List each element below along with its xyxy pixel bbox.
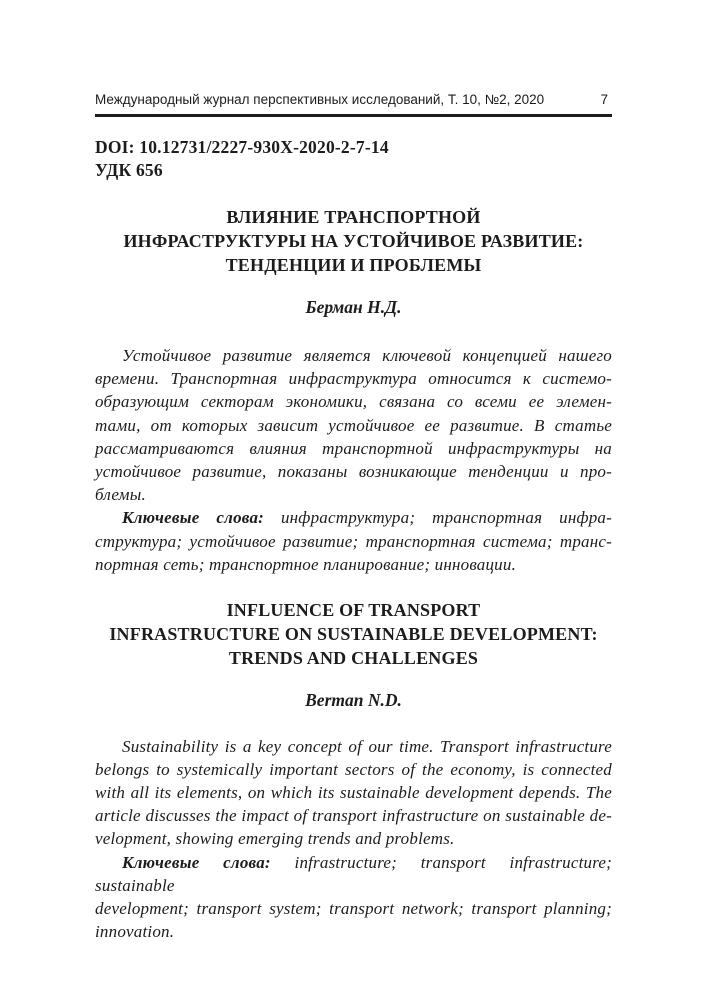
page-number: 7 bbox=[600, 92, 608, 107]
article-title-en bbox=[95, 598, 612, 670]
abstract-ru bbox=[95, 344, 612, 506]
header-rule bbox=[95, 114, 612, 117]
udk: УДК 656 bbox=[95, 160, 163, 180]
text-line: velopment, showing emerging trends and problems. bbox=[95, 829, 455, 849]
text-line: портная сеть; транспортное планирование; инновации. bbox=[95, 554, 517, 574]
text-line: Sustainability is a key concept of our time. Transport infrastructure bbox=[122, 736, 612, 756]
keywords-en-first-line bbox=[95, 851, 612, 897]
text-line: блемы. bbox=[95, 485, 146, 505]
author-en: Berman N.D. bbox=[305, 690, 402, 711]
text-line: рассматриваются влияния транспортной инфраструктуры на bbox=[95, 438, 612, 458]
keywords-ru-first-line bbox=[95, 506, 612, 529]
text-line: устойчивое развитие, показаны возникающие тенденции и про- bbox=[95, 462, 612, 482]
text-line: innovation. bbox=[95, 922, 175, 942]
text-line: ВЛИЯНИЕ ТРАНСПОРТНОЙ bbox=[226, 207, 481, 227]
keywords-label-en: Ключевые слова: bbox=[122, 852, 271, 872]
doi-udk-block bbox=[95, 136, 612, 182]
text-line: TRENDS AND CHALLENGES bbox=[228, 648, 479, 669]
text-line: INFLUENCE OF TRANSPORT bbox=[226, 600, 481, 621]
text-line: тами, от которых зависит устойчивое ее развитие. В статье bbox=[95, 415, 612, 435]
text-line: ТЕНДЕНЦИИ И ПРОБЛЕМЫ bbox=[225, 255, 482, 275]
running-header bbox=[95, 92, 612, 108]
abstract-en bbox=[95, 735, 612, 851]
keywords-en-first-rest: infrastructure; transport infrastructure; sustainable bbox=[95, 852, 613, 895]
keywords-label-ru: Ключевые слова: bbox=[122, 508, 265, 528]
text-line: belongs to systemically important sectors of the economy, is connected bbox=[95, 759, 612, 779]
keywords-ru-first-rest: инфраструктура; транспортная инфра- bbox=[280, 508, 612, 528]
keywords-ru bbox=[95, 506, 612, 576]
text-line: ИНФРАСТРУКТУРЫ НА УСТОЙЧИВОЕ РАЗВИТИЕ: bbox=[123, 231, 584, 251]
text-line: development; transport system; transport network; transport planning; bbox=[95, 898, 612, 918]
text-line: структура; устойчивое развитие; транспортная система; транс- bbox=[95, 531, 612, 551]
text-line: article discusses the impact of transport infrastructure on sustainable de- bbox=[95, 806, 612, 826]
text-line: времени. Транспортная инфраструктура относится к системо- bbox=[95, 369, 612, 389]
keywords-en bbox=[95, 851, 612, 944]
text-line: INFRASTRUCTURE ON SUSTAINABLE DEVELOPMENT: bbox=[109, 624, 598, 645]
text-line: Устойчивое развитие является ключевой концепцией нашего bbox=[122, 346, 612, 365]
article-title-ru bbox=[95, 205, 612, 277]
text-line: with all its elements, on which its sustainable development depends. The bbox=[95, 782, 612, 802]
author-ru: Берман Н.Д. bbox=[305, 297, 402, 317]
journal-title: Международный журнал перспективных исследований, Т. 10, №2, 2020 bbox=[95, 92, 545, 107]
text-line: образующим секторам экономики, связана со всеми ее элемен- bbox=[95, 392, 612, 412]
doi: DOI: 10.12731/2227-930X-2020-2-7-14 bbox=[95, 137, 389, 157]
